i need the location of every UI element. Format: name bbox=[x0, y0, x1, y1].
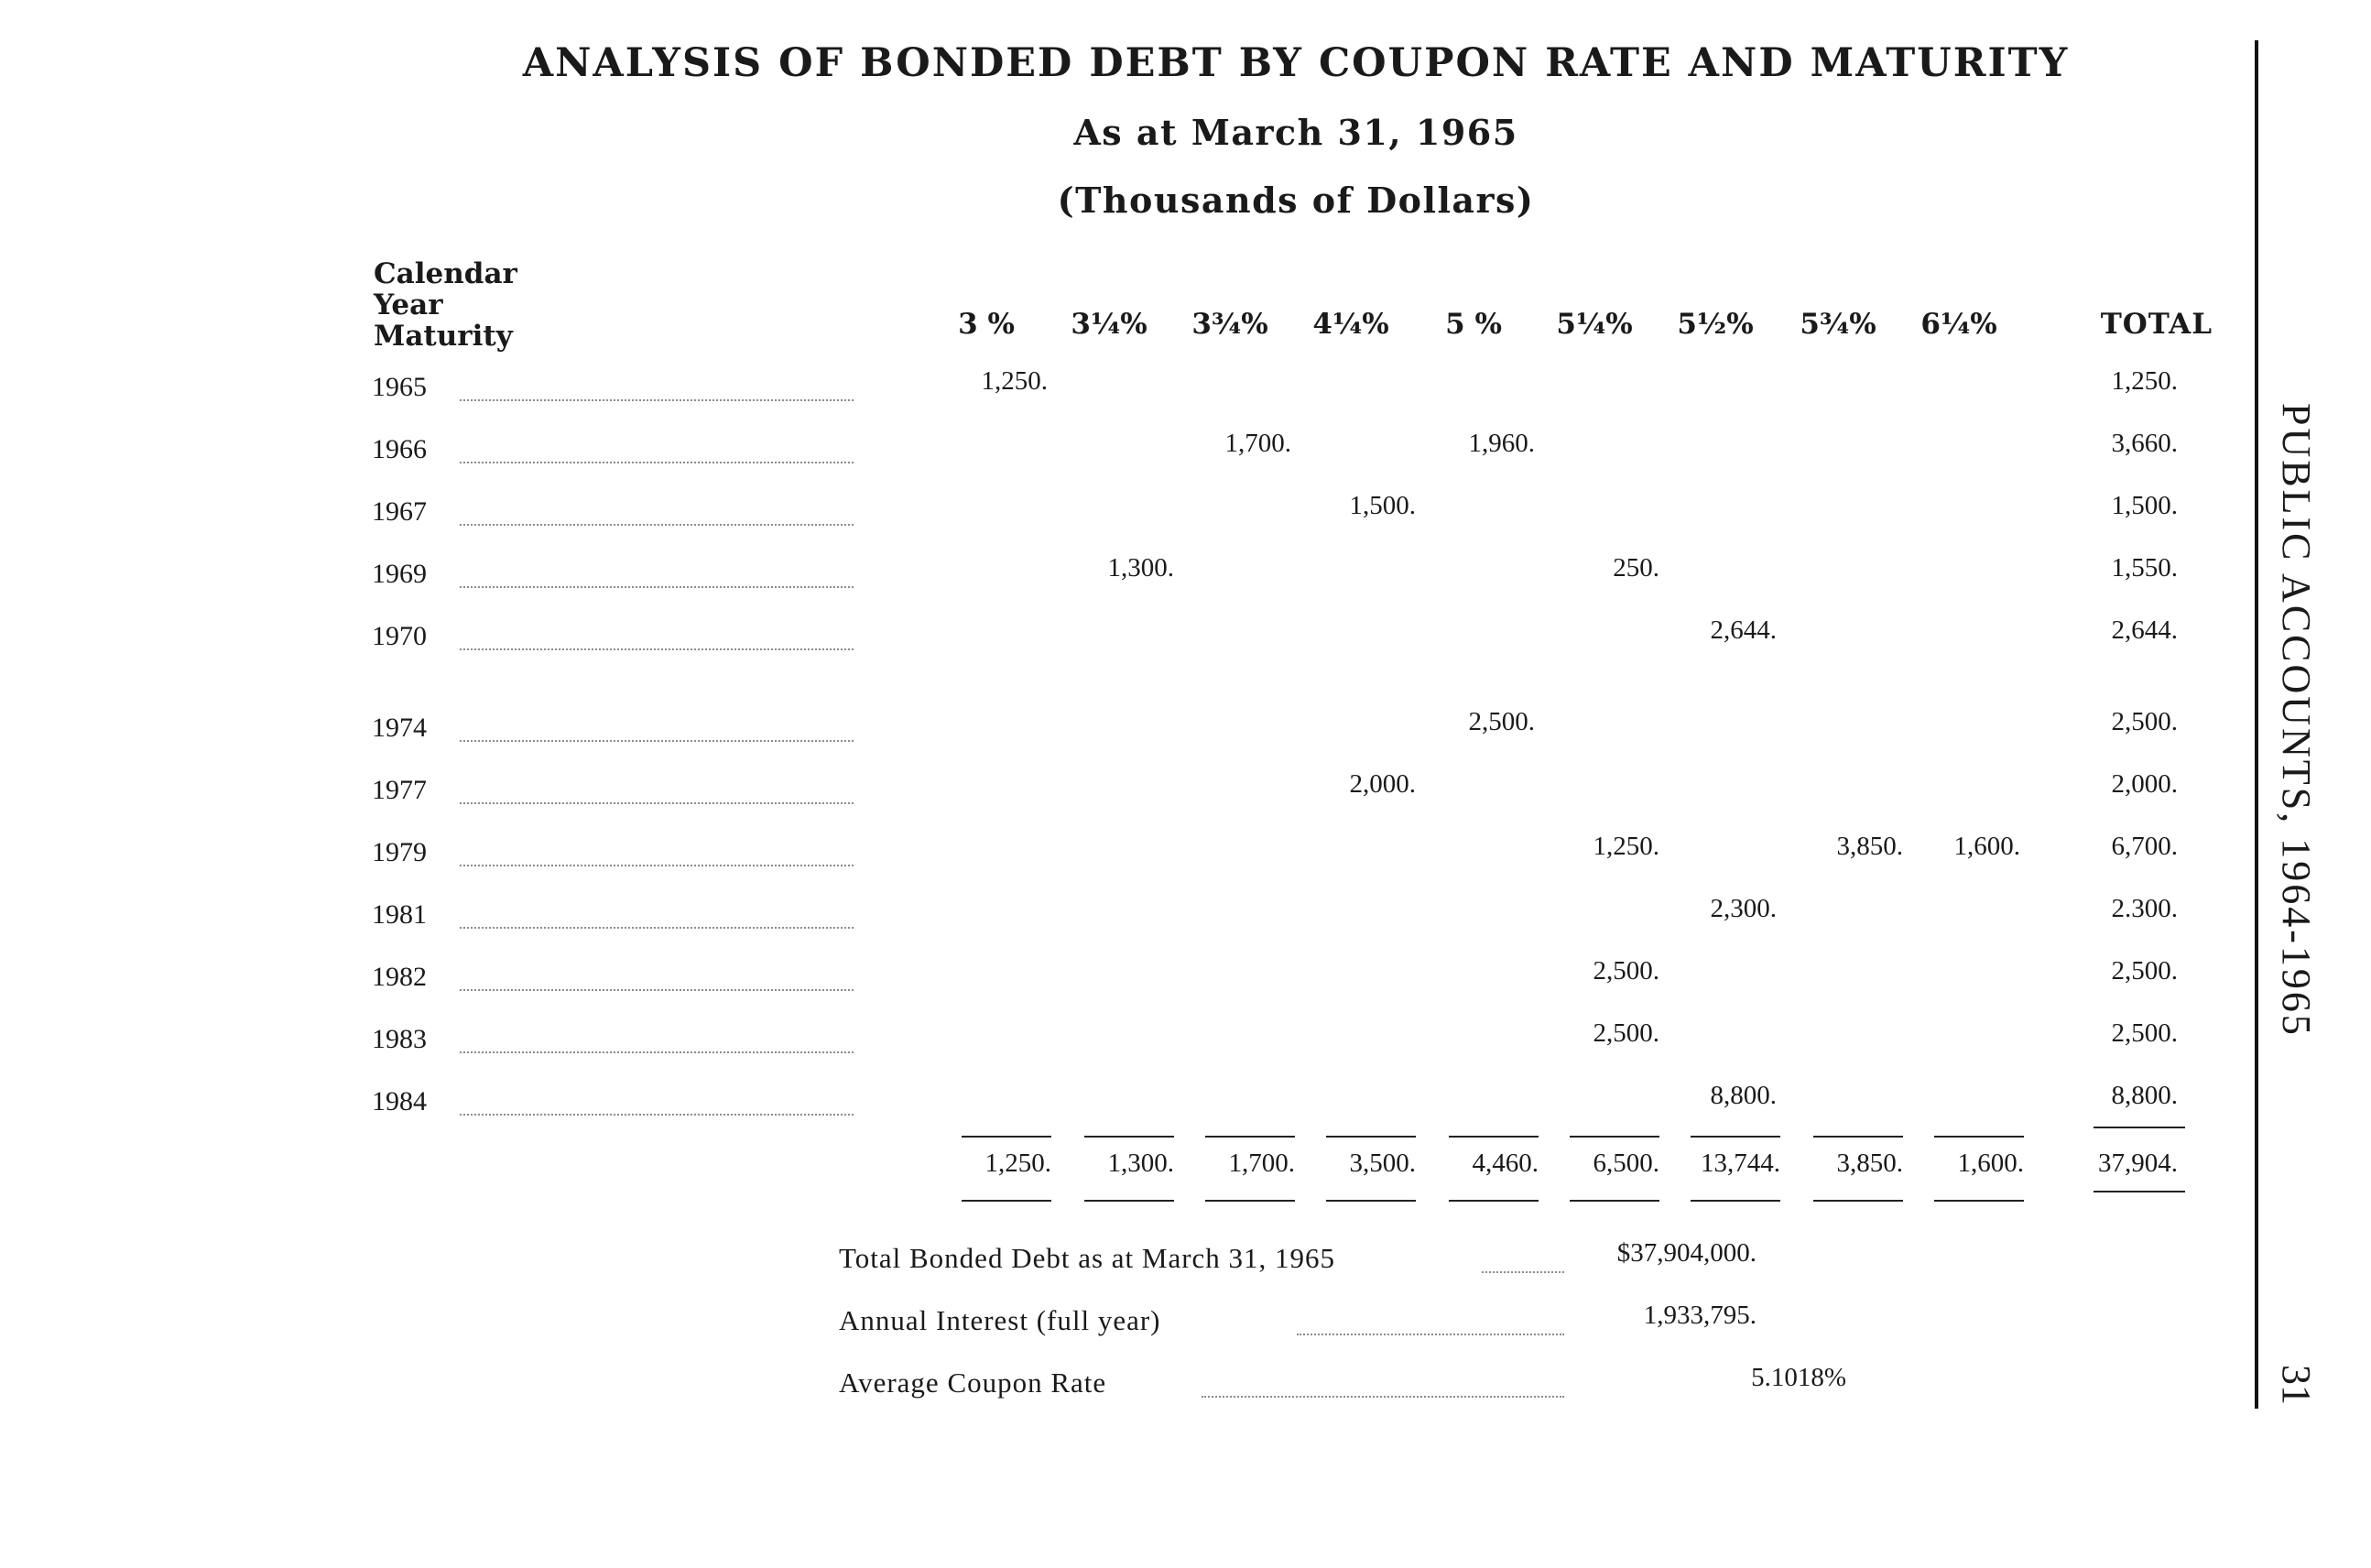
column-header-rate: 3¾% bbox=[1191, 308, 1268, 341]
table-cell: 2,500. bbox=[1593, 1018, 1659, 1048]
summary-value: $37,904,000. bbox=[1616, 1238, 1756, 1268]
table-cell: 3,850. bbox=[1836, 832, 1903, 861]
row-leader-dots bbox=[460, 1114, 854, 1116]
column-rule-above-total bbox=[962, 1136, 1051, 1138]
row-leader-dots bbox=[460, 740, 854, 742]
row-year: 1974 bbox=[372, 713, 427, 743]
column-total-cell: 3,850. bbox=[1836, 1149, 1903, 1178]
column-total-cell: 3,500. bbox=[1349, 1149, 1416, 1178]
column-total-cell: 4,460. bbox=[1472, 1149, 1539, 1178]
row-total-cell: 2,500. bbox=[2111, 1018, 2178, 1048]
column-header-rate: 4¼% bbox=[1312, 308, 1389, 341]
row-total-cell: 1,550. bbox=[2111, 553, 2178, 583]
column-header-rate: 5½% bbox=[1677, 308, 1754, 341]
column-total-cell: 13,744. bbox=[1701, 1149, 1780, 1178]
row-total-cell: 3,660. bbox=[2111, 429, 2178, 458]
column-rule-above-total bbox=[1084, 1136, 1174, 1138]
row-total-cell: 8,800. bbox=[2111, 1081, 2178, 1110]
table-cell: 2,500. bbox=[1593, 956, 1659, 985]
column-rule-above-total bbox=[1813, 1136, 1903, 1138]
column-rule-below-total bbox=[1570, 1200, 1659, 1202]
row-year: 1981 bbox=[372, 899, 427, 930]
summary-label: Average Coupon Rate bbox=[839, 1367, 1107, 1399]
table-cell: 2,300. bbox=[1710, 894, 1777, 923]
column-header-rate: 3¼% bbox=[1071, 308, 1147, 341]
table-cell: 1,250. bbox=[981, 366, 1048, 396]
summary-leader-dots bbox=[1482, 1271, 1564, 1273]
column-rule-above-total bbox=[1691, 1136, 1780, 1138]
stub-header-line-2: Year bbox=[374, 289, 443, 321]
column-header-total: TOTAL bbox=[2100, 308, 2213, 341]
grand-total-cell: 37,904. bbox=[2098, 1149, 2178, 1178]
column-rule-above-total bbox=[1326, 1136, 1416, 1138]
stub-header-line-1: Calendar bbox=[374, 257, 517, 290]
table-cell: 2,644. bbox=[1710, 615, 1777, 645]
row-leader-dots bbox=[460, 989, 854, 991]
column-rule-below-total bbox=[962, 1200, 1051, 1202]
column-rule-below-total bbox=[1449, 1200, 1539, 1202]
column-rule-below-total bbox=[2094, 1191, 2185, 1192]
row-year: 1966 bbox=[372, 434, 427, 464]
row-total-cell: 2,000. bbox=[2111, 769, 2178, 799]
summary-label: Annual Interest (full year) bbox=[839, 1304, 1161, 1336]
row-total-cell: 2.300. bbox=[2111, 894, 2178, 923]
column-header-rate: 3 % bbox=[958, 308, 1015, 341]
row-leader-dots bbox=[460, 399, 854, 401]
stub-header-line-3: Maturity bbox=[374, 320, 513, 353]
vertical-rule bbox=[2255, 40, 2258, 1409]
row-leader-dots bbox=[460, 865, 854, 866]
column-rule-above-total bbox=[1205, 1136, 1295, 1138]
column-total-cell: 6,500. bbox=[1593, 1149, 1659, 1178]
summary-value: 1,933,795. bbox=[1643, 1301, 1756, 1330]
column-rule-above-total bbox=[1449, 1136, 1539, 1138]
row-total-cell: 2,644. bbox=[2111, 615, 2178, 645]
column-rule-below-total bbox=[1084, 1200, 1174, 1202]
row-year: 1969 bbox=[372, 559, 427, 589]
summary-label: Total Bonded Debt as at March 31, 1965 bbox=[839, 1242, 1336, 1274]
column-rule-below-total bbox=[1691, 1200, 1780, 1202]
column-rule-below-total bbox=[1934, 1200, 2024, 1202]
column-rule-above-total bbox=[2094, 1127, 2185, 1128]
row-total-cell: 2,500. bbox=[2111, 956, 2178, 985]
table-cell: 1,700. bbox=[1224, 429, 1291, 458]
table-cell: 1,600. bbox=[1953, 832, 2020, 861]
table-title: ANALYSIS OF BONDED DEBT BY COUPON RATE AND MATURITY bbox=[522, 40, 2070, 86]
column-total-cell: 1,600. bbox=[1957, 1149, 2024, 1178]
row-total-cell: 2,500. bbox=[2111, 707, 2178, 736]
row-total-cell: 1,250. bbox=[2111, 366, 2178, 396]
table-cell: 250. bbox=[1613, 553, 1659, 583]
column-header-rate: 5¾% bbox=[1800, 308, 1876, 341]
row-leader-dots bbox=[460, 648, 854, 650]
row-leader-dots bbox=[460, 462, 854, 463]
running-head: PUBLIC ACCOUNTS, 1964-1965 bbox=[2274, 403, 2319, 1038]
column-rule-below-total bbox=[1205, 1200, 1295, 1202]
table-cell: 1,300. bbox=[1107, 553, 1174, 583]
column-header-rate: 5 % bbox=[1445, 308, 1502, 341]
table-cell: 2,000. bbox=[1349, 769, 1416, 799]
summary-value: 5.1018% bbox=[1751, 1363, 1846, 1392]
row-year: 1979 bbox=[372, 837, 427, 867]
row-leader-dots bbox=[460, 586, 854, 588]
row-leader-dots bbox=[460, 1051, 854, 1053]
table-subtitle: As at March 31, 1965 bbox=[1073, 112, 1518, 153]
row-leader-dots bbox=[460, 802, 854, 804]
table-cell: 1,250. bbox=[1593, 832, 1659, 861]
table-cell: 8,800. bbox=[1710, 1081, 1777, 1110]
page-number: 31 bbox=[2274, 1365, 2319, 1405]
summary-leader-dots bbox=[1297, 1334, 1564, 1335]
column-rule-below-total bbox=[1326, 1200, 1416, 1202]
row-year: 1984 bbox=[372, 1086, 427, 1116]
row-year: 1967 bbox=[372, 496, 427, 527]
row-year: 1983 bbox=[372, 1024, 427, 1054]
row-total-cell: 1,500. bbox=[2111, 491, 2178, 520]
column-header-rate: 6¼% bbox=[1920, 308, 1997, 341]
row-total-cell: 6,700. bbox=[2111, 832, 2178, 861]
table-cell: 2,500. bbox=[1468, 707, 1535, 736]
column-rule-above-total bbox=[1570, 1136, 1659, 1138]
table-cell: 1,960. bbox=[1468, 429, 1535, 458]
row-year: 1977 bbox=[372, 775, 427, 805]
table-cell: 1,500. bbox=[1349, 491, 1416, 520]
summary-leader-dots bbox=[1202, 1396, 1564, 1398]
row-year: 1982 bbox=[372, 962, 427, 992]
table-units: (Thousands of Dollars) bbox=[1057, 180, 1535, 221]
column-rule-above-total bbox=[1934, 1136, 2024, 1138]
column-total-cell: 1,700. bbox=[1228, 1149, 1295, 1178]
column-total-cell: 1,250. bbox=[984, 1149, 1051, 1178]
column-header-rate: 5¼% bbox=[1556, 308, 1633, 341]
column-total-cell: 1,300. bbox=[1107, 1149, 1174, 1178]
row-leader-dots bbox=[460, 524, 854, 526]
row-year: 1970 bbox=[372, 621, 427, 651]
row-year: 1965 bbox=[372, 372, 427, 402]
row-leader-dots bbox=[460, 927, 854, 929]
column-rule-below-total bbox=[1813, 1200, 1903, 1202]
